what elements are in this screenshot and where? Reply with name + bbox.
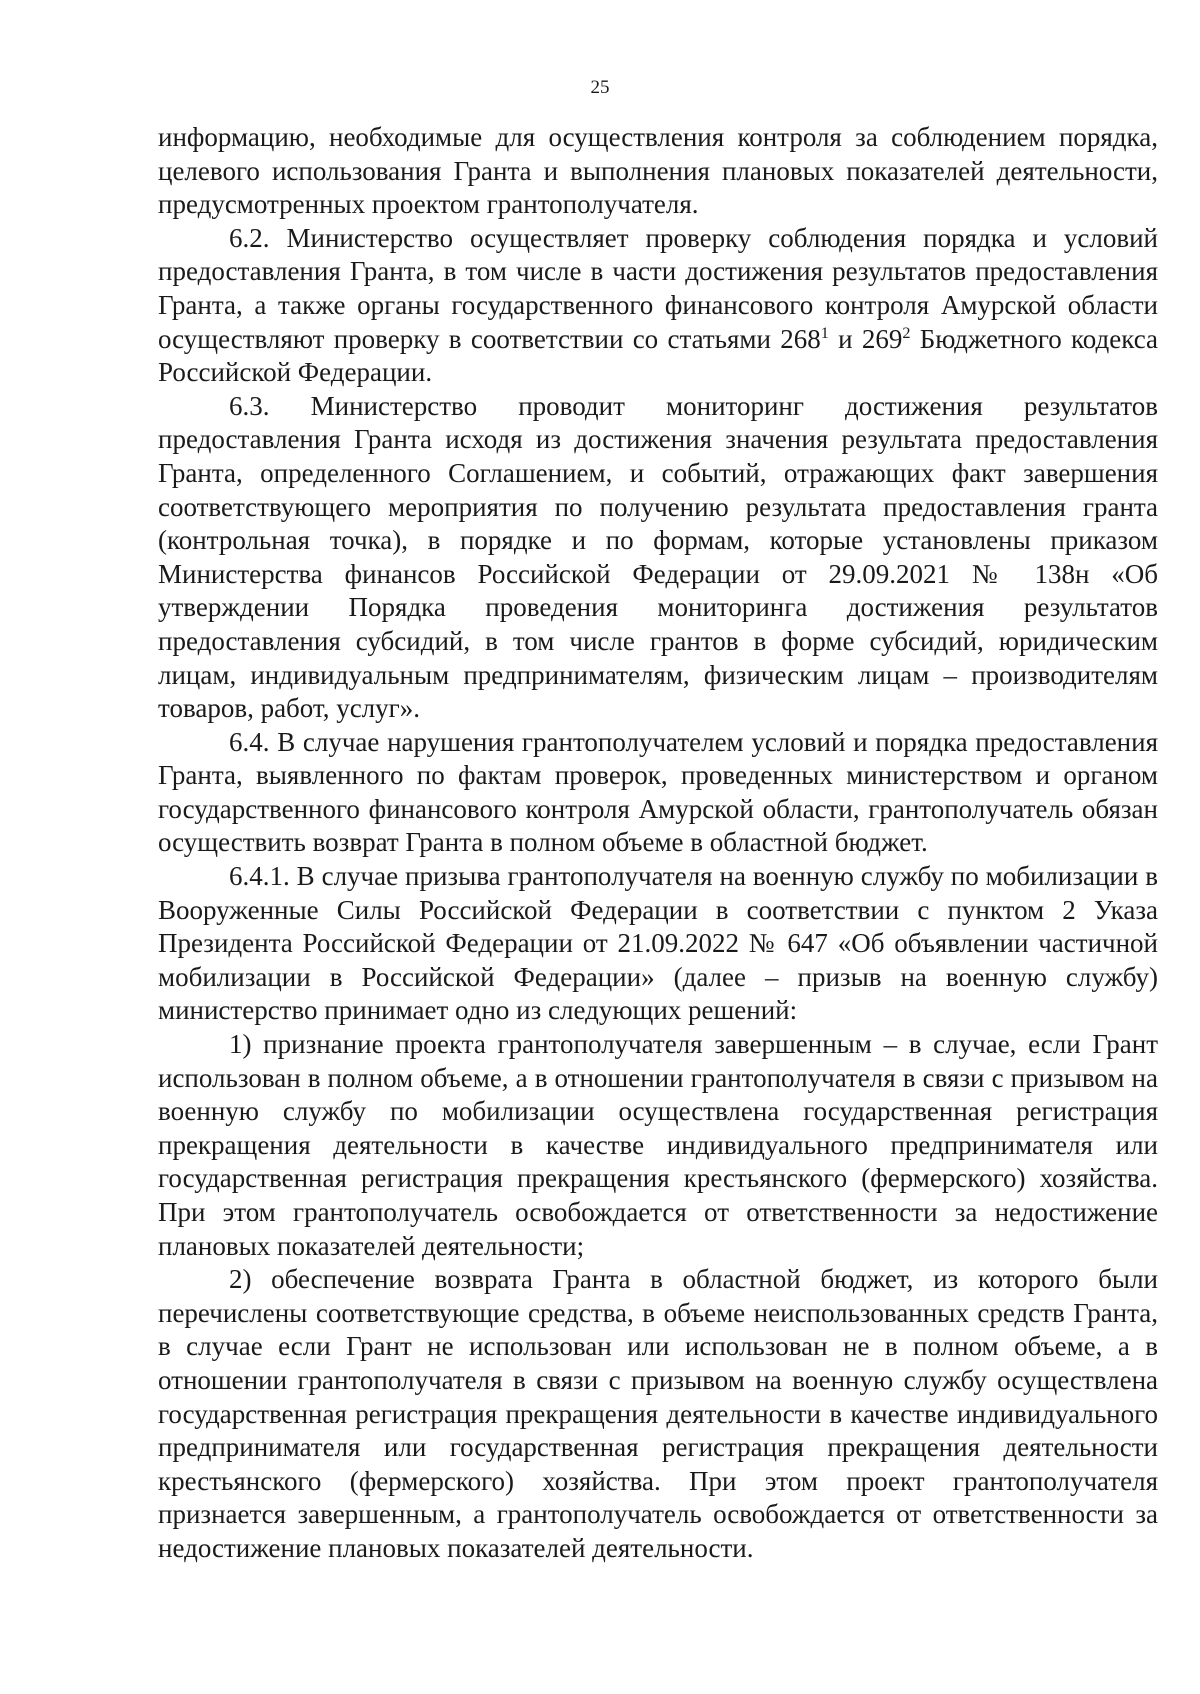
superscript-2: 2 bbox=[902, 323, 911, 342]
list-item-1: 1) признание проекта грантополучателя завершенным – в случае, если Грант использован в полном объеме, а в отношении грантополучателя в связи с призывом на военную службу по мобилизации осуществлена государственная регистрация прекращения деятельности в качестве индивидуального предпринимателя или государственная регистрация прекращения крестьянского (фермерского) хозяйства. При этом грантополучатель освобождается от ответственности за недостижение плановых показателей деятельности; bbox=[158, 1029, 1158, 1261]
paragraph-6-2 bbox=[158, 222, 1158, 390]
document-body bbox=[158, 121, 1158, 1566]
paragraph-6-2-text: 6.2. Министерство осуществляет проверку соблюдения порядка и условий предоставления Гранта, в том числе в части достижения результатов предоставления Гранта, а также органы государственного финансового контроля Амурской области осуществляют проверку в соответствии со статьями 268 bbox=[158, 222, 1158, 354]
paragraph-6-2-text-end: Бюджетного кодекса Российской Федерации. bbox=[158, 323, 1158, 388]
paragraph-6-2-text-middle: и 269 bbox=[828, 323, 903, 354]
paragraph-6-4: 6.4. В случае нарушения грантополучателем условий и порядка предоставления Гранта, выявленного по фактам проверок, проведенных министерством и органом государственного финансового контроля Амурской области, грантополучатель обязан осуществить возврат Гранта в полном объеме в областной бюджет. bbox=[158, 726, 1158, 858]
page-number: 25 bbox=[590, 77, 610, 98]
paragraph-6-4-1: 6.4.1. В случае призыва грантополучателя на военную службу по мобилизации в Вооруженные Силы Российской Федерации в соответствии с пунктом 2 Указа Президента Российской Федерации от 21.09.2022 № 647 «Об объявлении частичной мобилизации в Российской Федерации» (далее – призыв на военную службу) министерство принимает одно из следующих решений: bbox=[158, 861, 1158, 1026]
superscript-1: 1 bbox=[820, 323, 829, 342]
paragraph-continuation: информацию, необходимые для осуществления контроля за соблюдением порядка, целевого использования Гранта и выполнения плановых показателей деятельности, предусмотренных проектом грантополучателя. bbox=[158, 122, 1158, 220]
list-item-2: 2) обеспечение возврата Гранта в областной бюджет, из которого были перечислены соответствующие средства, в объеме неиспользованных средств Гранта, в случае если Грант не использован или использован не в полном объеме, а в отношении грантополучателя в связи с призывом на военную службу осуществлена государственная регистрация прекращения деятельности в качестве индивидуального предпринимателя или государственная регистрация прекращения деятельности крестьянского (фермерского) хозяйства. При этом проект грантополучателя признается завершенным, а грантополучатель освобождается от ответственности за недостижение плановых показателей деятельности. bbox=[158, 1264, 1158, 1563]
paragraph-6-3: 6.3. Министерство проводит мониторинг достижения результатов предоставления Гранта исходя из достижения значения результата предоставления Гранта, определенного Соглашением, и событий, отражающих факт завершения соответствующего мероприятия по получению результата предоставления гранта (контрольная точка), в порядке и по формам, которые установлены приказом Министерства финансов Российской Федерации от 29.09.2021 № 138н «Об утверждении Порядка проведения мониторинга достижения результатов предоставления субсидий, в том числе грантов в форме субсидий, юридическим лицам, индивидуальным предпринимателям, физическим лицам – производителям товаров, работ, услуг». bbox=[158, 390, 1158, 724]
